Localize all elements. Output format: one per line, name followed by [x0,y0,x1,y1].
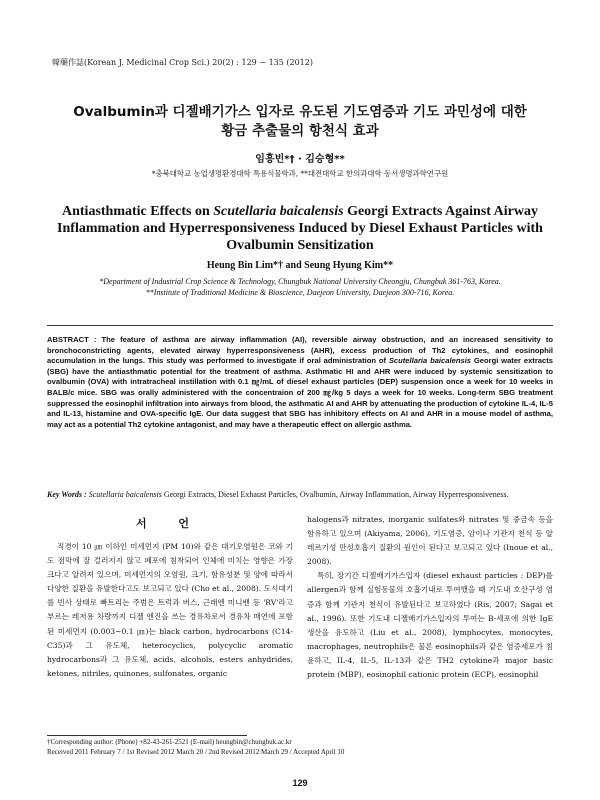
english-title-species: Scutellaria baicalensis [213,204,344,219]
english-title-prefix: Antiasthmatic Effects on [62,204,214,219]
korean-title-line-1: Ovalbumin과 디젤배기가스 입자로 유도된 기도염증과 기도 과민성에 대한 [73,104,527,120]
body-column-right [307,513,553,682]
journal-header: 韓藥作誌(Korean J. Medicinal Crop Sci.) 20(2) : 129 − 135 (2012) [52,58,313,67]
english-title [40,203,560,254]
footnote [47,738,553,757]
corresponding-author-note: †Corresponding author: (Phone) +82-43-261-2521 (E-mail) heungbin@chungbuk.ac.kr [47,738,292,746]
english-authors: Heung Bin Lim*† and Seung Hyung Kim** [206,260,394,271]
keywords-text: Georgi Extracts, Diesel Exhaust Particles, Ovalbumin, Airway Inflammation, Airway Hyperresponsiveness. [161,490,509,499]
abstract-text-1: The feature of asthma are airway inflammation (AI), reversible airway obstruction, and an increased sensitivity to bronchoconstricting agents, elevated airway hyperresponsiveness (AHR), excess production of Th2 cytokines, and eosinophil accumulation in the lungs. This study was performed to investigate if oral administration of [47,335,554,366]
english-affiliation-2: **Institute of Traditional Medicine & Bioscience, Daejeon University, Daejeon 300-716, Korea. [145,287,455,297]
keywords-label: Key Words : [47,490,89,499]
body-paragraph: 특히, 장기간 디젤배기가스입자 (diesel exhaust particles : DEP)를 allergen과 함께 실험동물의 호흡기내로 투여했을 때 기도내 호산구성 염증과 함께 기관지 천식이 유발된다고 보고하였다 (Ris, 2007; Sagai et al., 1996). 또한 기도내 디젤배기가스입자의 투여는 B-세포에 의한 IgE 생산을 유도하고 (Liu et al., 2008), lymphocytes, monocytes, macrophages, neutrophils은 물론 eosinophils과 같은 염증세포가 침윤하고, IL-4, IL-5, IL-13과 같은 TH2 cytokine과 major basic protein (MBP), eosinophil cationic protein (ECP), eosinophil [307,571,553,680]
korean-title-line-2: 황금 추출물의 항천식 효과 [221,123,379,139]
page-number: 129 [292,778,308,788]
korean-title [40,103,560,141]
abstract-top-rule [47,325,553,326]
english-affiliation-1: *Department of Industrial Crop Science & Technology, Chungbuk National University Cheongju, Chungbuk 361-763, Korea. [99,277,501,286]
body-paragraph: halogens과 nitrates, inorganic sulfates와 nitrates 및 중금속 등을 함유하고 있으며 (Akiyama, 2006), 기도염증, 암이나 기관지 천식 등 알레르기성 만성호흡기 질환의 원인이 된다고 보고되고 있다 (Inoue et al., 2008). [307,515,553,567]
body-column-left: 직경이 10 ㎛ 이하인 미세먼지 (PM 10)와 같은 대기오염원은 코와 기도 점막에 잘 걸러지지 않고 폐포에 침착되어 인체에 미치는 영향은 가장 크다고 알려져 있으며, 미세먼지의 오염원, 크기, 함유성분 및 양에 따라서 다양한 질환을 유발한다고도 보고되고 있다 (Cho et al., 2008). 도시대기를 빈사 상태로 빠트리는 주범은 트럭과 버스, 근래엔 미니밴 등 'RV'라고 부르는 레저용 차량까지 디젤 엔진을 쓰는 경유차로서 경유차 매연에 포함된 미세먼지 (0.003∼0.1 ㎛)는 black carbon, hydrocarbons (C14-C35)과 그 유도체, heterocyclics, polycyclic aromatic hydrocarbons과 그 유도체, acids, alcohols, esters anhydrides, ketones, nitriles, quinones, sulfonates, organic [47,542,293,678]
abstract [47,335,553,430]
received-dates-note: Received 2011 February 7 / 1st Revised 2012 March 20 / 2nd Revised 2012 March 29 / Accepted April 10 [47,747,345,756]
english-affiliation [60,277,540,298]
korean-authors: 임흥빈*† · 김승형** [255,154,345,165]
section-title-introduction: 서 언 [135,517,204,530]
keywords [47,490,553,501]
keywords-species: Scutellaria baicalensis [88,490,162,499]
abstract-species: Scutellaria baicalensis [388,356,472,366]
abstract-label: ABSTRACT : [47,335,102,344]
footnote-rule [47,735,247,736]
abstract-text-2: Georgi water extracts (SBG) have the antiasthmatic potential for the treatment of asthma. Asthmatic HI and AHR were induced by systemic sensitization to ovalbumin (OVA) with intratracheal instillation with 0.1 ㎎/mL of diesel exhaust particles (DEP) suspension once a week for 10 weeks in BALB/c mice. SBG was orally administered with the concentraion of 200 ㎎/kg 5 days a week for 10 weeks. Long-term SBG treatment suppressed the eosinophil infiltration into airways from blood, the asthmatic AI and AHR by attenuating the production of cytokine IL-4, IL-5 and IL-13, histamine and OVA-specific IgE. Our data suggest that SBG has inhibitory effects on AI and AHR in a mouse model of asthma, may act as a potential Th2 cytokine antagonist, and may have a therapeutic effect on allergic asthma. [47,356,553,429]
korean-affiliation: *충북대학교 농업생명환경대학 특용식물학과, **대전대학교 한의과대학 동서생명과학연구원 [151,169,449,178]
english-title-rest: Georgi Extracts Against Airway Inflammation and Hyperresponsiveness Induced by Diesel Exhaust Particles with Ovalbumin Sensitization [57,204,543,253]
